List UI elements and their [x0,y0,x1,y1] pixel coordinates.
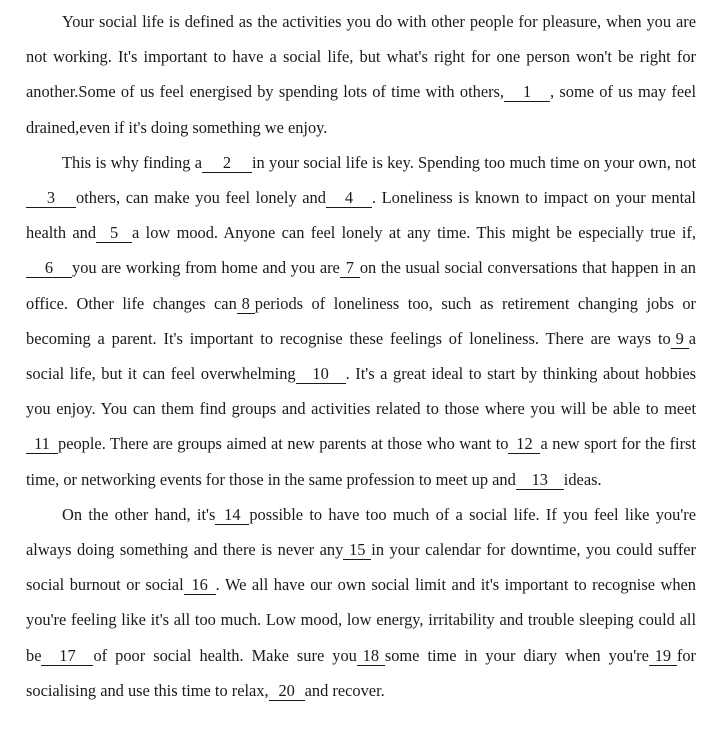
text-run: a low mood. Anyone can feel lonely at any time. This might be especially true if, [132,223,696,243]
text-run: in your calendar for downtime, you could suffer social burnout or social [26,540,697,595]
answer-blank[interactable]: 1 [504,83,550,102]
text-run: possible to have too much of a social life. If you feel like you're always doing something and there is never any [26,504,696,560]
paragraph [26,497,696,708]
answer-blank[interactable]: 2 [202,154,252,173]
text-run: . Loneliness is known to impact on your mental health and [26,188,696,243]
text-run: . It's a great ideal to start by thinking about hobbies you enjoy. You can them find groups and activities related to those where you will be able to meet [26,364,696,419]
answer-blank[interactable]: 4 [326,189,372,208]
answer-blank[interactable]: 17 [41,647,93,666]
answer-blank[interactable]: 18 [357,647,385,666]
paragraph [26,145,696,497]
text-run: people. There are groups aimed at new parents at those who want to [58,434,509,454]
answer-blank[interactable]: 20 [269,682,305,701]
text-run: of poor social health. Make sure you [93,645,357,665]
answer-blank[interactable]: 10 [296,365,346,384]
answer-blank[interactable]: 3 [26,189,76,208]
answer-blank[interactable]: 12 [508,435,540,454]
text-run: a new sport for the first time, or networking events for those in the same profession to meet up and [26,434,696,489]
text-run: and recover. [304,680,385,700]
cloze-passage [26,4,696,708]
text-run: ideas. [563,469,602,489]
text-run: in your social life is key. Spending too much time on your own, not [251,152,697,172]
answer-blank[interactable]: 16 [184,576,216,595]
text-run: some time in your diary when you're [384,645,649,665]
answer-blank[interactable]: 6 [26,259,72,278]
text-run: a social life, but it can feel overwhelming [26,328,696,384]
answer-blank[interactable]: 14 [215,506,249,525]
text-run: This is why finding a [62,152,202,172]
text-run: . We all have our own social limit and it's important to recognise when you're feeling like it's all too much. Low mood, low energy, irritability and trouble sleeping could all be [26,575,696,665]
text-run: periods of loneliness too, such as retirement changing jobs or becoming a parent. It's important to recognise these feelings of loneliness. There are ways to [26,293,696,348]
text-run: for socialising and use this time to relax, [26,645,697,700]
answer-blank[interactable]: 11 [26,435,58,454]
text-run: you are working from home and you are [72,258,340,278]
text-run: On the other hand, it's [62,504,216,524]
text-run: Your social life is defined as the activities you do with other people for pleasure, when you are not working. It's important to have a social life, but what's right for one person won't be right for another.Some of us feel energised by spending lots of time with others, [26,12,696,102]
answer-blank[interactable]: 9 [671,330,689,349]
answer-blank[interactable]: 8 [237,295,255,314]
paragraph [26,4,696,145]
text-run: on the usual social conversations that happen in an office. Other life changes can [26,258,696,313]
answer-blank[interactable]: 5 [96,224,132,243]
answer-blank[interactable]: 15 [343,541,371,560]
answer-blank[interactable]: 7 [340,259,360,278]
answer-blank[interactable]: 19 [649,647,677,666]
answer-blank[interactable]: 13 [516,471,564,490]
text-run: , some of us may feel drained,even if it's doing something we enjoy. [26,82,696,137]
text-run: others, can make you feel lonely and [76,188,326,208]
